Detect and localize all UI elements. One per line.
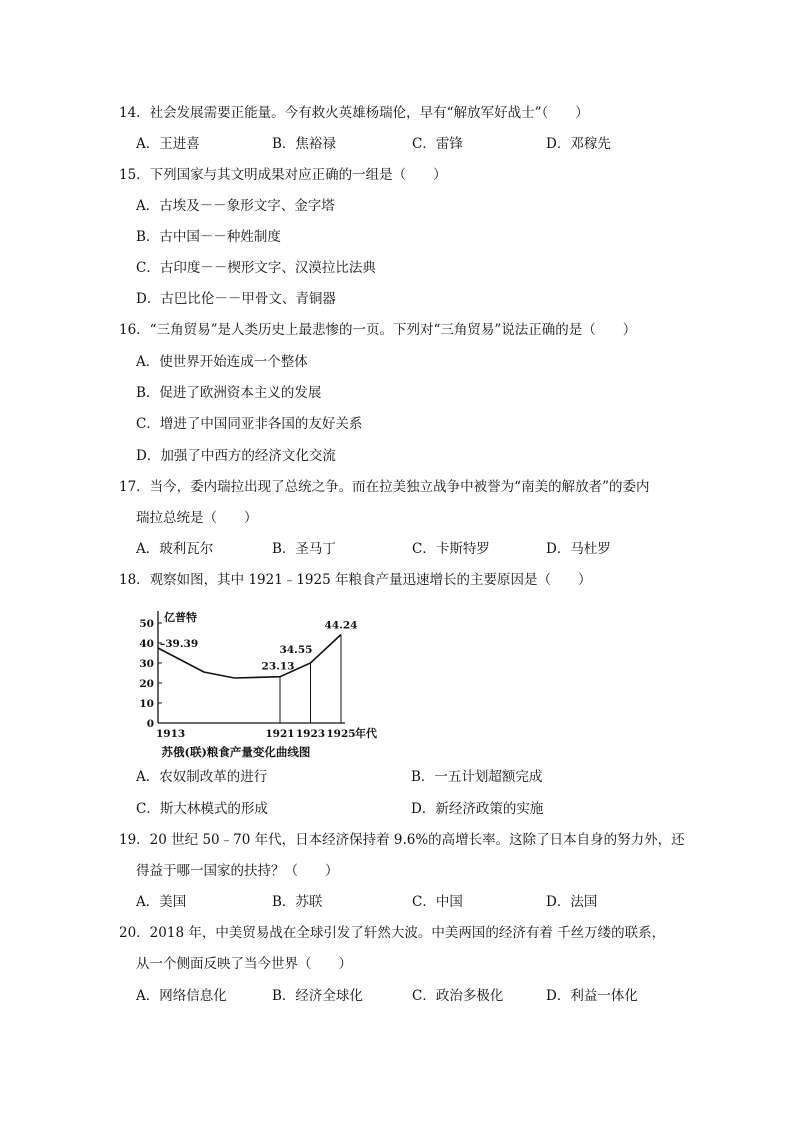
data-label: 34.55 [279,644,313,656]
q17-option-a: A．玻利瓦尔 [136,541,214,557]
q14-option-b: B．焦裕禄 [272,136,336,152]
q19-stem-line1: 19．20 世纪 50﹣70 年代，日本经济保持着 9.6%的高增长率。这除了日本自身的努力外，还 [119,832,685,848]
data-label: 44.24 [324,619,358,632]
x-axis-label: 年代 [355,727,377,740]
q15-option-d: D．古巴比伦－－甲骨文、青铜器 [136,291,336,307]
q14-stem: 14．社会发展需要正能量。今有救火英雄杨瑞伦，早有“解放军好战士”（ ） [119,105,589,121]
q19-stem-line2: 得益于哪一国家的扶持？（ ） [136,863,339,879]
q20-option-a: A．网络信息化 [136,988,227,1004]
q20-option-c: C．政治多极化 [412,988,504,1004]
x-tick-label: 1921 [265,728,295,740]
y-tick-label: 50 [139,618,154,630]
grain-output-chart [136,605,386,760]
x-tick-label: 1913 [156,728,186,740]
x-tick-label: 1925 [326,728,356,740]
q16-option-c: C．增进了中国同亚非各国的友好关系 [136,416,363,432]
q18-option-c: C．斯大林模式的形成 [136,801,268,817]
q17-option-b: B．圣马丁 [272,541,336,557]
q15-option-a: A．古埃及－－象形文字、金字塔 [136,198,335,214]
q17-option-d: D．马杜罗 [546,541,611,557]
q18-option-a: A．农奴制改革的进行 [136,769,268,785]
q18-option-d: D．新经济政策的实施 [411,801,544,817]
q15-stem: 15．下列国家与其文明成果对应正确的一组是（ ） [119,167,447,183]
q19-option-d: D．法国 [546,894,598,910]
q14-option-d: D．邓稼先 [546,136,611,152]
data-label: –39.39 [160,638,199,650]
y-axis-label: 亿普特 [164,611,197,624]
q19-option-c: C．中国 [412,894,463,910]
q16-option-b: B．促进了欧洲资本主义的发展 [136,385,322,401]
q17-stem-line1: 17．当今，委内瑞拉出现了总统之争。而在拉美独立战争中被誉为“南美的解放者”的委内 [119,479,650,495]
q15-option-b: B．古中国－－种姓制度 [136,229,281,245]
q18-stem: 18．观察如图，其中 1921﹣1925 年粮食产量迅速增长的主要原因是（ ） [119,572,592,588]
q20-option-d: D．利益一体化 [546,988,638,1004]
y-tick-label: 20 [139,678,154,690]
q18-option-b: B．一五计划超额完成 [411,769,543,785]
q17-stem-line2: 瑞拉总统是（ ） [136,510,258,526]
q15-option-c: C．古印度－－楔形文字、汉漠拉比法典 [136,260,376,276]
q14-option-c: C．雷锋 [412,136,463,152]
y-tick-label: 40 [139,638,154,650]
q16-option-d: D．加强了中西方的经济文化交流 [136,448,336,464]
q20-stem-line1: 20．2018 年，中美贸易战在全球引发了轩然大波。中美两国的经济有着 千丝万缕的联系， [119,925,666,941]
y-tick-label: 10 [139,698,154,710]
y-tick-label: 0 [146,718,154,730]
q16-stem: 16．“三角贸易”是人类历史上最悲惨的一页。下列对“三角贸易”说法正确的是（ ） [119,322,637,338]
q17-option-c: C．卡斯特罗 [412,541,490,557]
x-tick-label: 1923 [295,728,326,740]
q20-stem-line2: 从一个侧面反映了当今世界（ ） [136,956,352,972]
chart-title: 苏俄(联)粮食产量变化曲线图 [161,745,311,759]
y-tick-label: 30 [139,658,154,670]
q16-option-a: A．使世界开始连成一个整体 [136,354,308,370]
data-label: 23.13 [261,660,295,673]
q19-option-b: B．苏联 [272,894,323,910]
q19-option-a: A．美国 [136,894,187,910]
q20-option-b: B．经济全球化 [272,988,363,1004]
q14-option-a: A．王进喜 [136,136,200,152]
